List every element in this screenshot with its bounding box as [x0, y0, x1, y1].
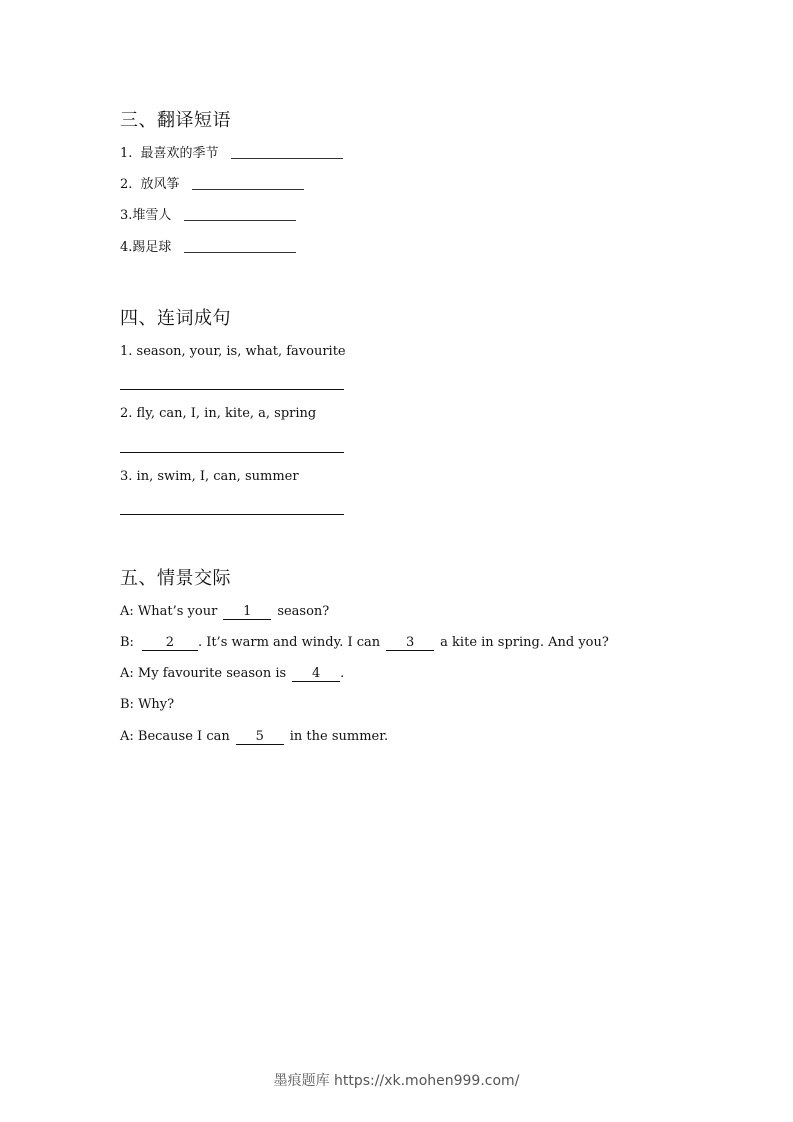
- translate-item-1-num: 1.: [120, 146, 133, 161]
- translate-item-3: [120, 208, 296, 224]
- dialog-line-5-pre: A: Because I can: [120, 729, 230, 744]
- sentence-answer-line-1[interactable]: [120, 389, 344, 390]
- section3-title: 三、翻译短语: [120, 110, 231, 131]
- translate-item-3-blank[interactable]: [184, 219, 296, 221]
- translate-item-1-blank[interactable]: [231, 157, 343, 159]
- sentence-item-1: 1. season, your, is, what, favourite: [120, 344, 346, 359]
- dialog-line-2-pre: B:: [120, 635, 134, 650]
- dialog-blank-2[interactable]: 2: [142, 636, 198, 651]
- dialog-line-5-post: in the summer.: [289, 729, 389, 744]
- dialog-blank-1[interactable]: 1: [223, 605, 271, 620]
- section4-title: 四、连词成句: [120, 308, 231, 329]
- dialog-line-2-post: a kite in spring. And you?: [440, 635, 609, 650]
- dialog-line-5: [120, 729, 388, 745]
- translate-item-1-text: 最喜欢的季节: [140, 146, 219, 161]
- translate-item-1: [120, 146, 343, 162]
- translate-item-2: [120, 177, 304, 193]
- dialog-blank-4[interactable]: 4: [292, 667, 340, 682]
- dialog-line-2: [120, 635, 609, 651]
- dialog-blank-5[interactable]: 5: [236, 730, 284, 745]
- dialog-line-2-mid: . It’s warm and windy. I can: [197, 635, 381, 650]
- translate-item-2-text: 放风筝: [140, 177, 180, 192]
- dialog-line-4: B: Why?: [120, 697, 175, 712]
- translate-item-3-num: 3.: [120, 208, 133, 223]
- footer-watermark: 墨痕题库 https://xk.mohen999.com/: [273, 1073, 520, 1089]
- dialog-blank-3[interactable]: 3: [386, 636, 434, 651]
- translate-item-4-num: 4.: [120, 240, 133, 255]
- translate-item-3-text: 堆雪人: [132, 208, 172, 223]
- dialog-line-1-post: season?: [277, 604, 330, 619]
- dialog-line-3-pre: A: My favourite season is: [120, 666, 287, 681]
- translate-item-4-blank[interactable]: [184, 251, 296, 253]
- sentence-item-2: 2. fly, can, I, in, kite, a, spring: [120, 406, 317, 421]
- dialog-line-3-post: .: [340, 666, 345, 681]
- sentence-answer-line-2[interactable]: [120, 452, 344, 453]
- sentence-item-3: 3. in, swim, I, can, summer: [120, 469, 299, 484]
- translate-item-4-text: 踢足球: [132, 240, 172, 255]
- translate-item-2-num: 2.: [120, 177, 133, 192]
- sentence-answer-line-3[interactable]: [120, 514, 344, 515]
- translate-item-4: [120, 240, 296, 256]
- dialog-line-3: [120, 666, 344, 682]
- translate-item-2-blank[interactable]: [192, 188, 304, 190]
- dialog-line-1: [120, 604, 329, 620]
- dialog-line-1-pre: A: What’s your: [120, 604, 218, 619]
- section5-title: 五、情景交际: [120, 568, 231, 589]
